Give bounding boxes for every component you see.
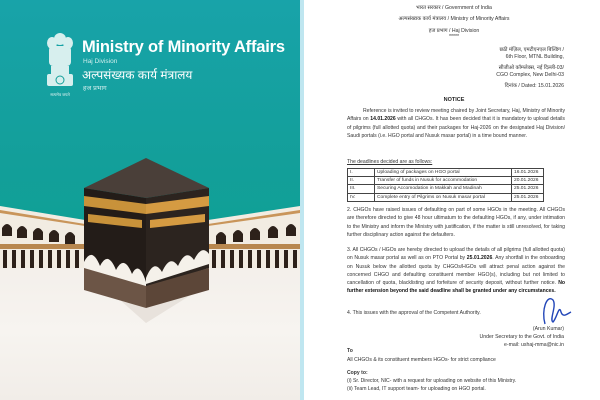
address-line: सीजीओ कॉम्प्लेक्स, नई दिल्ली-03/ bbox=[498, 65, 564, 71]
to-label: To bbox=[347, 348, 353, 354]
svg-text:सत्यमेव जयते: सत्यमेव जयते bbox=[50, 92, 70, 97]
address-line: छठी मंज़िल, एमटीएनएल बिल्डिंग / bbox=[499, 47, 564, 53]
mosque-arcade-right bbox=[208, 206, 300, 272]
paragraph-3: 3. All CHGOs / HGOs are hereby directed to upload the details of all pilgrims (full allotted quota) on Nusuk masar portal as well as on PTO Portal by 25.01.2026. Any shortfall in the onboarding on Nusuk below the allotted quota by CHGOs/HGOs will attract penal action against the concerned CHGO and defaulting constituent member HGO(s), including but not limited to cancellation of quota, blacklisting and forfeiture of security deposit, without further notice. No further extension beyond the said deadline shall be granted under any circumstances. bbox=[347, 247, 565, 295]
paragraph-1: Reference is invited to review meeting chaired by Joint Secretary, Haj, Ministry of Minority Affairs on 14.01.2026 with all CHGOs. It has been decided that it is mandatory to upload details of pilgrims (full allotted quota) and their packages for Haj-2026 on the designated Haj Division/ Saudi portals (i.e. HGO portal and Nusuk masar portal) in a time bound manner. bbox=[347, 108, 565, 139]
notice-heading: NOTICE bbox=[443, 97, 465, 103]
copy-to-item: (i) Sr. Director, NIC- with a request for uploading on website of this Ministry. bbox=[347, 378, 517, 384]
header-line-division: हज प्रभाग / Haj Division bbox=[428, 28, 480, 34]
table-row: II. Transfer of funds in Nusuk for accommodation 20.01.2026 bbox=[348, 177, 544, 185]
copy-to-label: Copy to: bbox=[347, 370, 368, 376]
mosque-arcade-left bbox=[0, 206, 85, 272]
division-name: Haj Division bbox=[83, 58, 118, 65]
copy-to-item: (ii) Team Lead, IT support team- for uploading on HGO portal. bbox=[347, 386, 486, 392]
header-line-government: भारत सरकार / Government of India bbox=[416, 5, 492, 11]
table-row: III. Securing Accomodation in Makkah and Madinah 25.01.2026 bbox=[348, 185, 544, 193]
header-line-ministry: अल्पसंख्यक कार्य मंत्रालय / Ministry of Minority Affairs bbox=[398, 16, 510, 22]
signatory-email: e-mail: ushaj-mma@nic.in bbox=[503, 342, 564, 348]
ministry-title: Ministry of Minority Affairs bbox=[82, 38, 285, 56]
paragraph-2: 2. CHGOs have raised issues of defaulting on part of some HGOs in the meeting. All CHGOs are therefore directed to give 48 hour ultimatum to the defaulting HGOs, if any, under intimation to the Ministry and inform the Ministry with justification, if the matter is still unresolved, for taking further disciplinary action against the defaulters. bbox=[347, 207, 565, 238]
table-row: I. Uploading of packages on HGO portal 16.01.2026 bbox=[348, 169, 544, 177]
ministry-title-hindi: अल्पसंख्यक कार्य मंत्रालय bbox=[82, 68, 193, 82]
to-recipients: All CHGOs & its constituent members HGOs- for strict compliance bbox=[347, 357, 496, 363]
national-emblem-icon bbox=[43, 30, 77, 102]
table-row: IV. Complete entry of Pilgrims on Nusuk masar portal 25.01.2026 bbox=[348, 193, 544, 201]
address-line: 6th Floor, MTNL Building, bbox=[505, 54, 564, 60]
paragraph-4: 4. This issues with the approval of the Competent Authority. bbox=[347, 310, 481, 316]
address-line: CGO Complex, New Delhi-03 bbox=[496, 72, 564, 78]
deadlines-intro: The deadlines decided are as follows: bbox=[347, 159, 433, 165]
signatory-title: Under Secretary to the Govt. of India bbox=[479, 334, 564, 340]
division-name-hindi: हज प्रभाग bbox=[83, 85, 107, 92]
signature bbox=[539, 290, 573, 330]
header-separator: ***** bbox=[448, 34, 460, 40]
signatory-name: (Arun Kumar) bbox=[532, 326, 564, 332]
kaaba-illustration bbox=[84, 158, 209, 323]
notice-document bbox=[300, 0, 600, 400]
dated-line: दिनांक / Dated: 15.01.2026 bbox=[504, 83, 564, 89]
deadlines-table bbox=[347, 168, 544, 202]
